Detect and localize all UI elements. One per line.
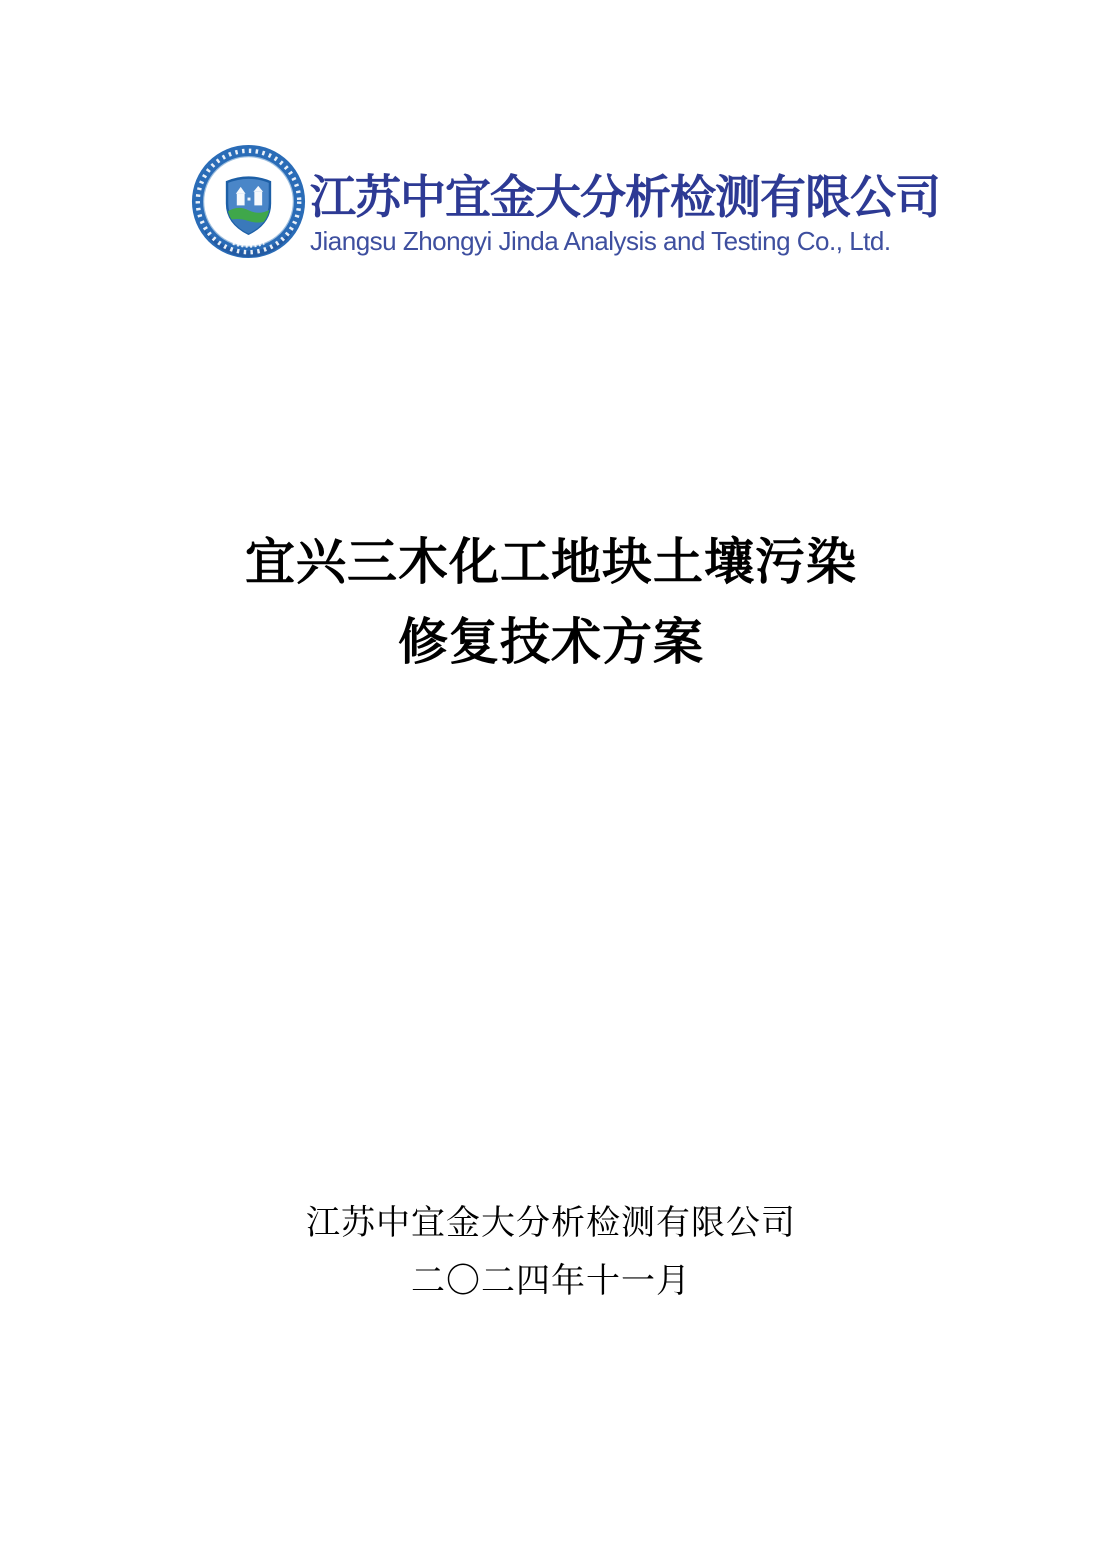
header [190, 143, 940, 260]
company-name-zh: 江苏中宜金大分析检测有限公司 [310, 171, 940, 223]
document-title-line1: 宜兴三木化工地块土壤污染 [245, 534, 857, 590]
header-text [310, 143, 940, 257]
footer-date: 二〇二四年十一月 [411, 1263, 691, 1300]
company-name-en: Jiangsu Zhongyi Jinda Analysis and Testing Co., Ltd. [310, 226, 891, 256]
footer-company-name: 江苏中宜金大分析检测有限公司 [306, 1205, 796, 1242]
company-emblem-icon [190, 143, 307, 260]
document-title [0, 522, 1102, 682]
footer [0, 1195, 1102, 1311]
document-title-line2: 修复技术方案 [398, 614, 704, 670]
